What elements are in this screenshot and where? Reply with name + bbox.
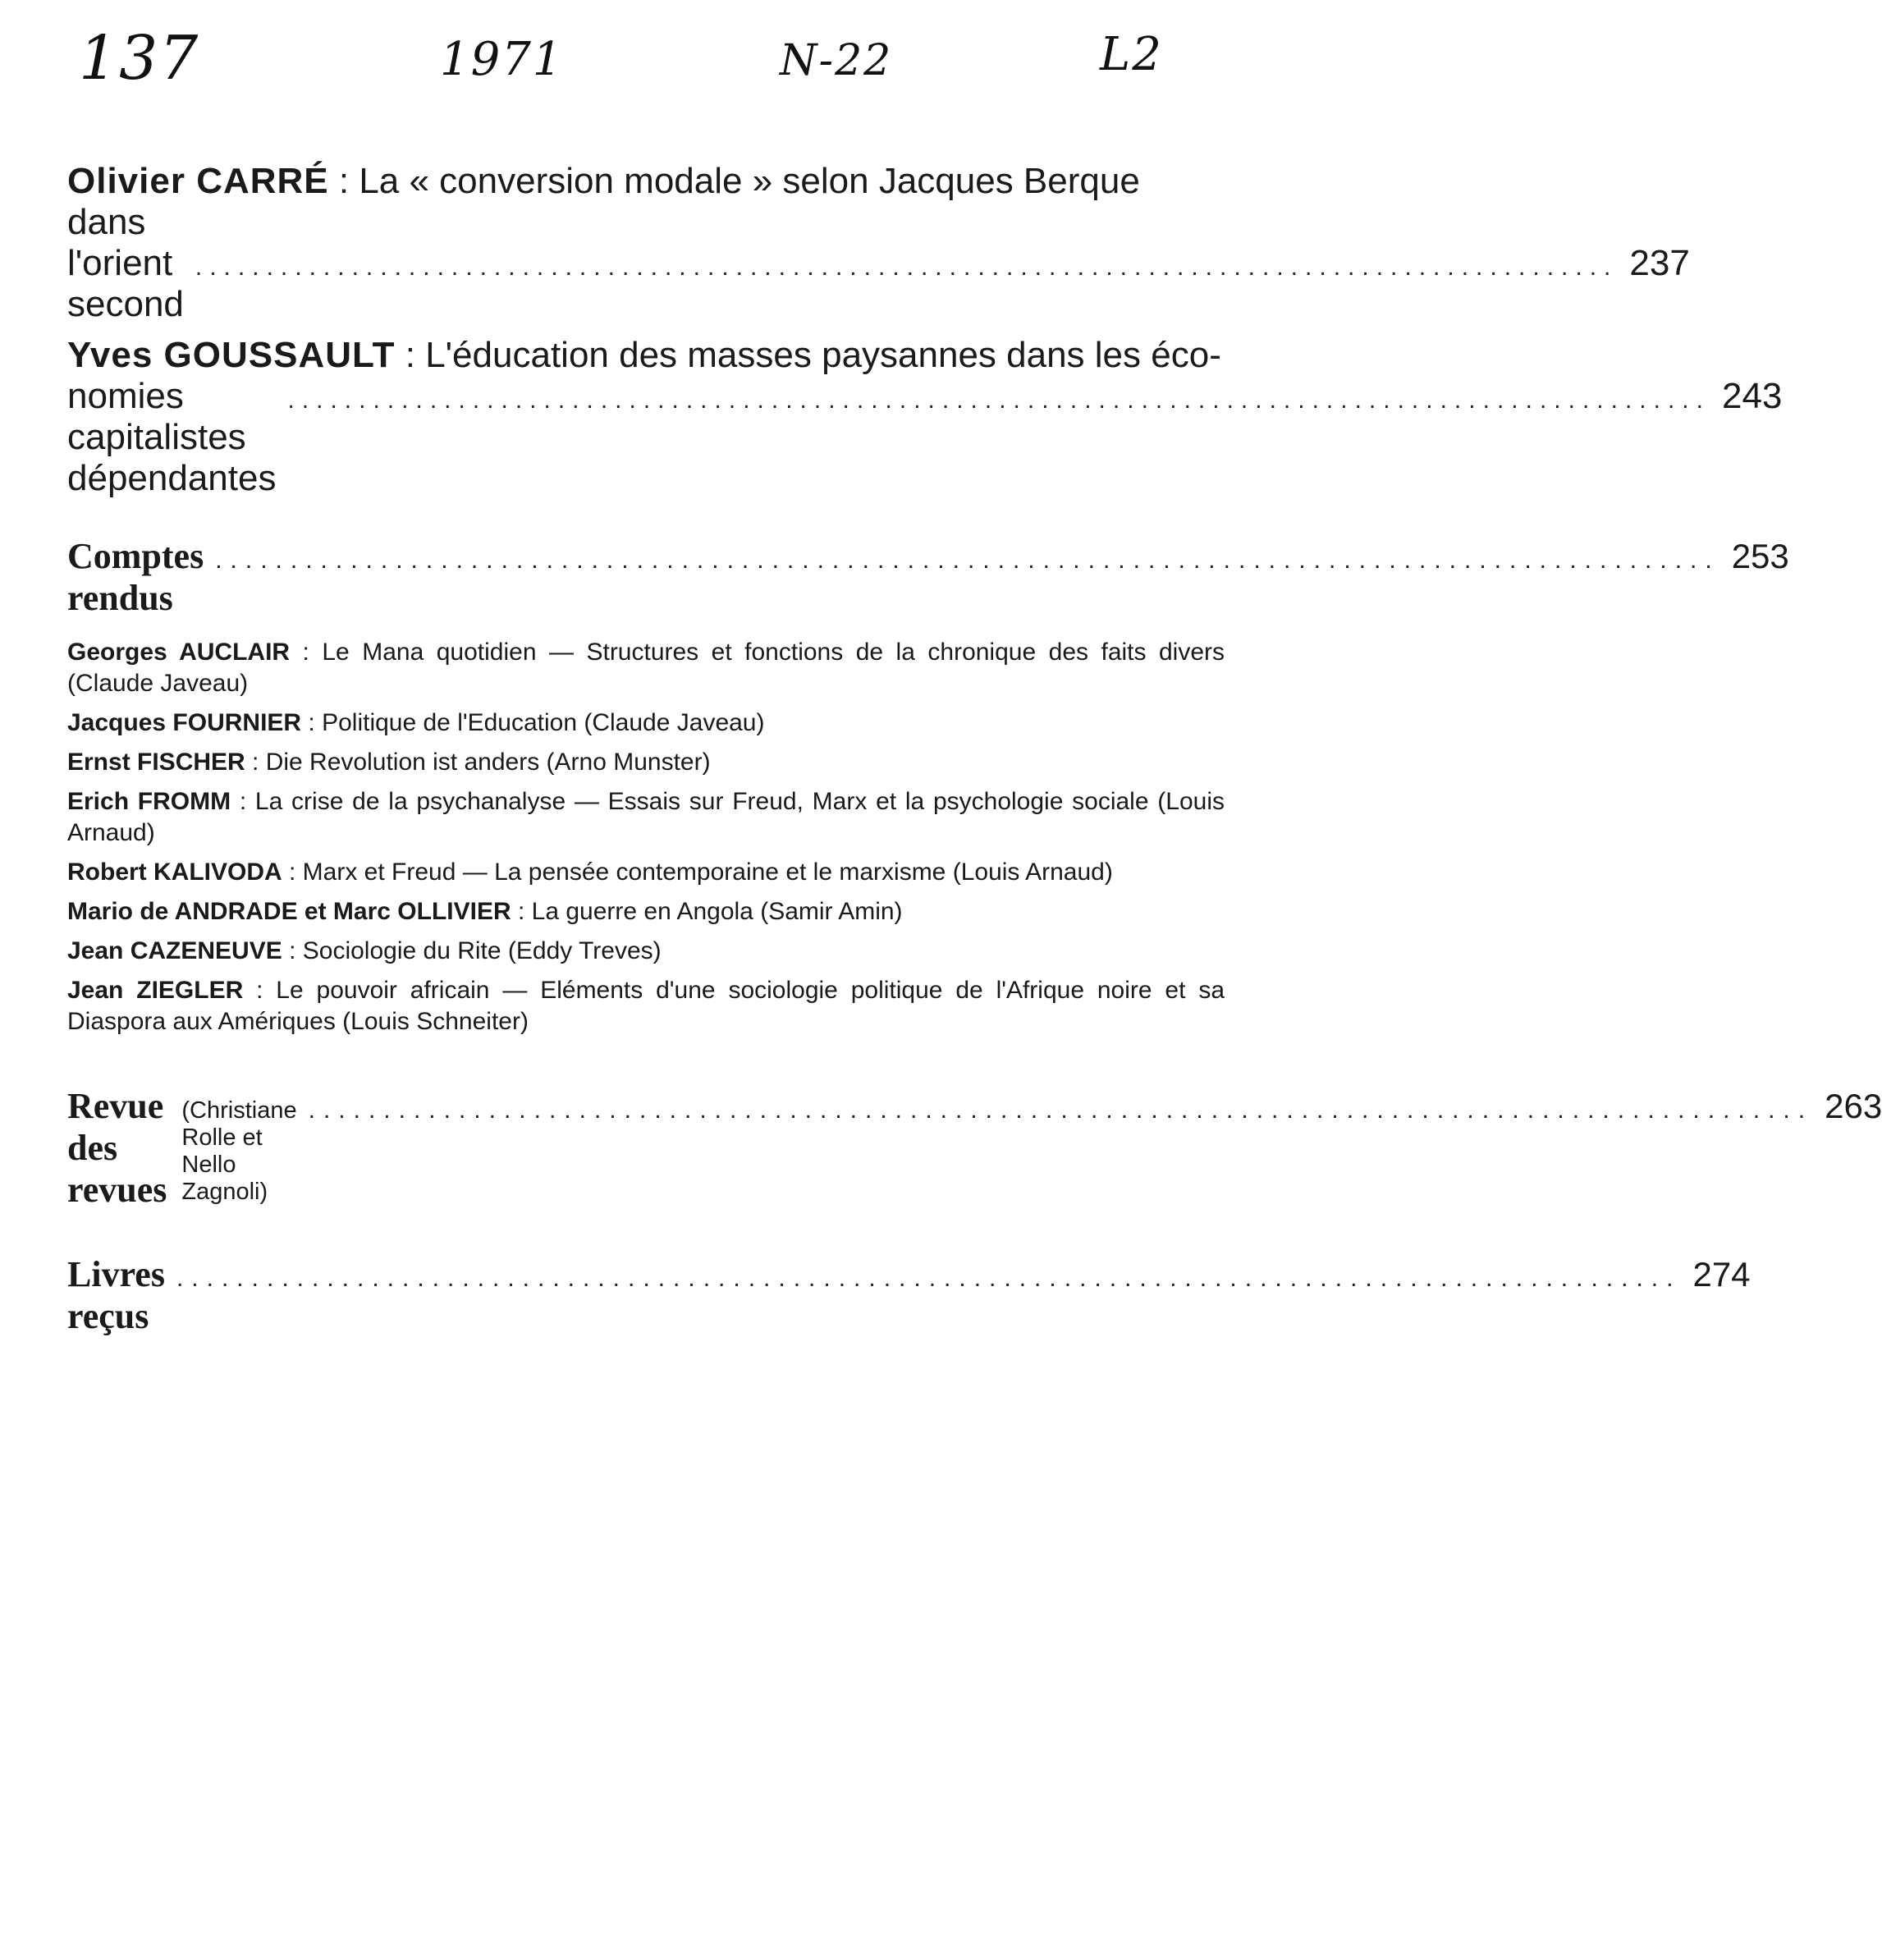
dot-leader: .................................................................................................... (195, 254, 1619, 281)
section-note: (Christiane Rolle et Nello Zagnoli) (181, 1097, 297, 1205)
review-text: : Le pouvoir africain — Eléments d'une sociologie politique de l'Afrique noire et sa Diaspora aux Amériques (Louis Schneiter) (67, 977, 1225, 1035)
handwritten-year: 1971 (440, 33, 564, 86)
article-page-number: 243 (1721, 376, 1783, 416)
article-title-row (67, 243, 1690, 325)
toc-article (67, 335, 1783, 499)
review-text: : Le Mana quotidien — Structures et fonctions de la chronique des faits divers (Claude Javeau) (67, 639, 1225, 697)
article-title-row (67, 376, 1783, 499)
review-list (67, 637, 1225, 1037)
article-page-number: 237 (1629, 243, 1690, 283)
handwritten-number: 137 (79, 23, 200, 94)
section-page-number: 274 (1692, 1255, 1751, 1294)
review-item (67, 708, 1225, 739)
article-title-line (67, 335, 1223, 376)
review-text: : Politique de l'Education (Claude Javeau) (301, 709, 765, 736)
section-title: Comptes rendus (67, 536, 204, 618)
section-page-number: 263 (1825, 1087, 1882, 1125)
review-item (67, 637, 1225, 699)
article-title: : L'éducation des masses paysannes dans les éco- (395, 335, 1221, 375)
review-author: Mario de ANDRADE et Marc OLLIVIER (67, 898, 511, 925)
review-item (67, 936, 1225, 967)
section-revue-des-revues (67, 1085, 1882, 1211)
section-comptes-rendus (67, 535, 1789, 619)
review-item (67, 975, 1225, 1037)
review-author: Jean CAZENEUVE (67, 937, 282, 964)
review-text: : La crise de la psychanalyse — Essais sur Freud, Marx et la psychologie sociale (Louis Arnaud) (67, 788, 1225, 846)
review-item (67, 747, 1225, 778)
section-title: Livres reçus (67, 1254, 165, 1336)
article-author: Olivier CARRÉ (67, 161, 329, 201)
section-page-number: 253 (1731, 537, 1789, 575)
dot-leader: .................................................................................................... (287, 387, 1710, 414)
article-title-continued: l'orient second (67, 243, 184, 324)
review-author: Robert KALIVODA (67, 859, 282, 886)
dot-leader: .................................................................................................... (176, 1265, 1682, 1292)
section-title: Revue des revues (67, 1086, 167, 1210)
review-item (67, 857, 1225, 888)
handwritten-issue: N-22 (780, 36, 893, 85)
review-text: : La guerre en Angola (Samir Amin) (511, 898, 903, 925)
review-author: Georges AUCLAIR (67, 639, 291, 666)
article-title-line (67, 161, 1223, 243)
review-author: Ernst FISCHER (67, 749, 245, 776)
review-text: : Marx et Freud — La pensée contemporaine et le marxisme (Louis Arnaud) (282, 859, 1113, 886)
review-author: Jacques FOURNIER (67, 709, 302, 736)
article-title-continued: nomies capitalistes dépendantes (67, 376, 277, 498)
review-item (67, 786, 1225, 849)
article-title: : La « conversion modale » selon Jacques Berque dans (67, 161, 1140, 242)
article-author: Yves GOUSSAULT (67, 335, 396, 375)
review-author: Erich FROMM (67, 788, 231, 815)
review-text: : Die Revolution ist anders (Arno Munster) (245, 749, 711, 776)
table-of-contents (67, 161, 1882, 1337)
section-livres-recus (67, 1253, 1751, 1337)
toc-article (67, 161, 1690, 325)
handwritten-code: L2 (1100, 28, 1163, 81)
review-author: Jean ZIEGLER (67, 977, 244, 1004)
review-item (67, 896, 1225, 927)
dot-leader: .................................................................................................... (215, 547, 1720, 574)
review-text: : Sociologie du Rite (Eddy Treves) (282, 937, 662, 964)
dot-leader: .................................................................................................... (308, 1097, 1814, 1124)
